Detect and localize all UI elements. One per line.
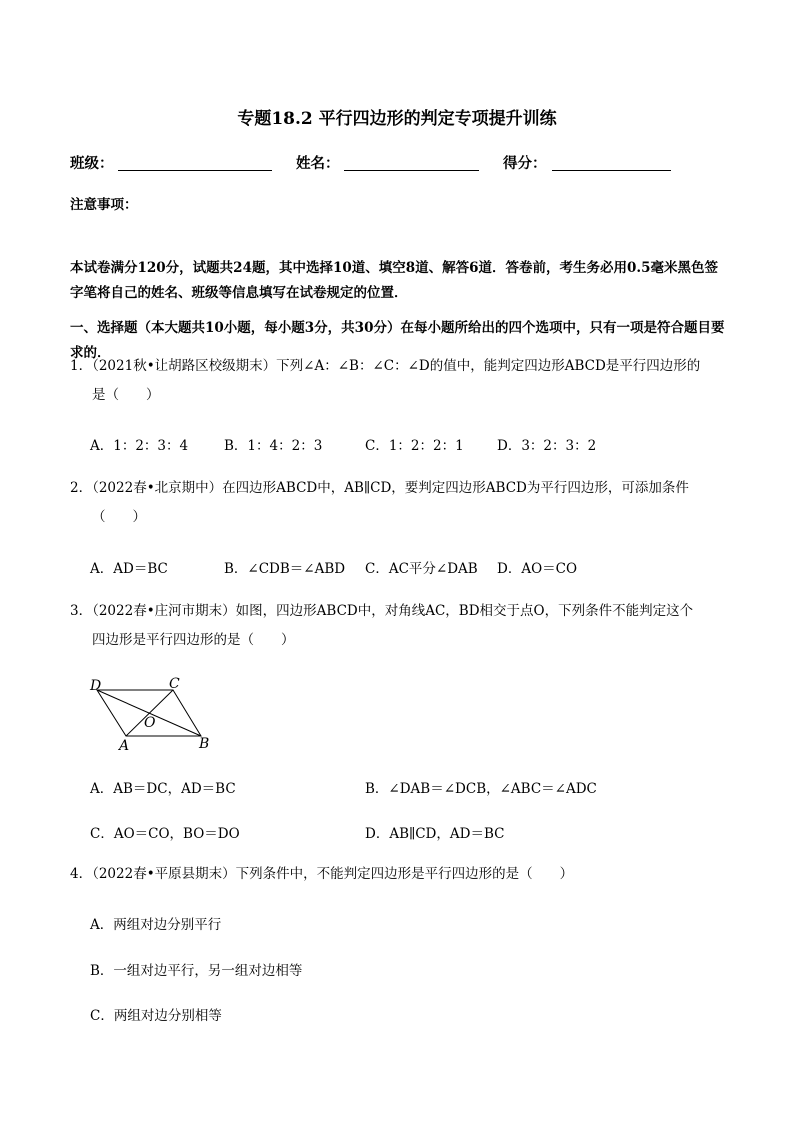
name-label: 姓名： (296, 155, 340, 172)
q1-option-c[interactable]: C．1：2：2：1 (365, 438, 464, 454)
class-blank[interactable] (118, 170, 272, 171)
label-b: B (199, 736, 210, 752)
q1-option-a[interactable]: A．1：2：3：4 (90, 438, 189, 454)
q4-option-b[interactable]: B．一组对边平行，另一组对边相等 (90, 963, 303, 979)
q2-option-b[interactable]: B．∠CDB＝∠ABD (224, 561, 346, 577)
name-blank[interactable] (344, 170, 479, 171)
question-4-stem: 4．（2022春•平原县期末）下列条件中，不能判定四边形是平行四边形的是（ ） (70, 866, 574, 882)
q3-option-b[interactable]: B．∠DAB＝∠DCB，∠ABC＝∠ADC (365, 781, 597, 797)
question-3-stem-cont: 四边形是平行四边形的是（ ） (92, 632, 295, 648)
label-c: C (169, 676, 180, 692)
question-1-stem-cont: 是（ ） (92, 387, 160, 403)
notice-heading: 注意事项： (70, 197, 138, 213)
question-3 (70, 597, 730, 655)
q3-option-c[interactable]: C．AO＝CO，BO＝DO (90, 826, 240, 842)
q1-option-b[interactable]: B．1：4：2：3 (224, 438, 323, 454)
q4-option-c[interactable]: C．两组对边分别相等 (90, 1008, 222, 1024)
question-4 (70, 860, 730, 889)
notice-text: 本试卷满分120分，试题共24题，其中选择10道、填空8道、解答6道．答卷前，考生务必用0.5毫米黑色签字笔将自己的姓名、班级等信息填写在试卷规定的位置． (70, 260, 719, 301)
page-title: 专题18.2 平行四边形的判定专项提升训练 (237, 109, 557, 129)
question-3-stem: 3．（2022春•庄河市期末）如图，四边形ABCD中，对角线AC，BD相交于点O，下列条件不能判定这个 (70, 603, 694, 619)
question-1 (70, 352, 730, 410)
class-label: 班级： (70, 155, 114, 172)
q4-option-a[interactable]: A．两组对边分别平行 (90, 917, 222, 933)
q1-option-d[interactable]: D．3：2：3：2 (497, 438, 597, 454)
q3-option-d[interactable]: D．AB∥CD，AD＝BC (365, 826, 505, 842)
question-2 (70, 474, 730, 532)
parallelogram-figure (86, 674, 222, 754)
question-2-stem-cont: （ ） (92, 509, 146, 525)
label-a: A (119, 738, 130, 754)
question-1-stem: 1．（2021秋•让胡路区校级期末）下列∠A：∠B：∠C：∠D的值中，能判定四边形ABCD是平行四边形的 (70, 358, 701, 374)
q2-option-d[interactable]: D．AO＝CO (497, 561, 578, 577)
q2-option-a[interactable]: A．AD＝BC (90, 561, 168, 577)
question-2-stem: 2．（2022春•北京期中）在四边形ABCD中，AB∥CD，要判定四边形ABCD为平行四边形，可添加条件 (70, 480, 689, 496)
score-blank[interactable] (552, 170, 671, 171)
q3-option-a[interactable]: A．AB＝DC，AD＝BC (90, 781, 236, 797)
label-d: D (90, 678, 102, 694)
score-label: 得分： (503, 155, 547, 172)
q2-option-c[interactable]: C．AC平分∠DAB (365, 561, 478, 577)
section-heading: 一、选择题（本大题共10小题，每小题3分，共30分）在每小题所给出的四个选项中，只有一项是符合题目要求的． (70, 320, 725, 361)
label-o: O (144, 715, 156, 731)
